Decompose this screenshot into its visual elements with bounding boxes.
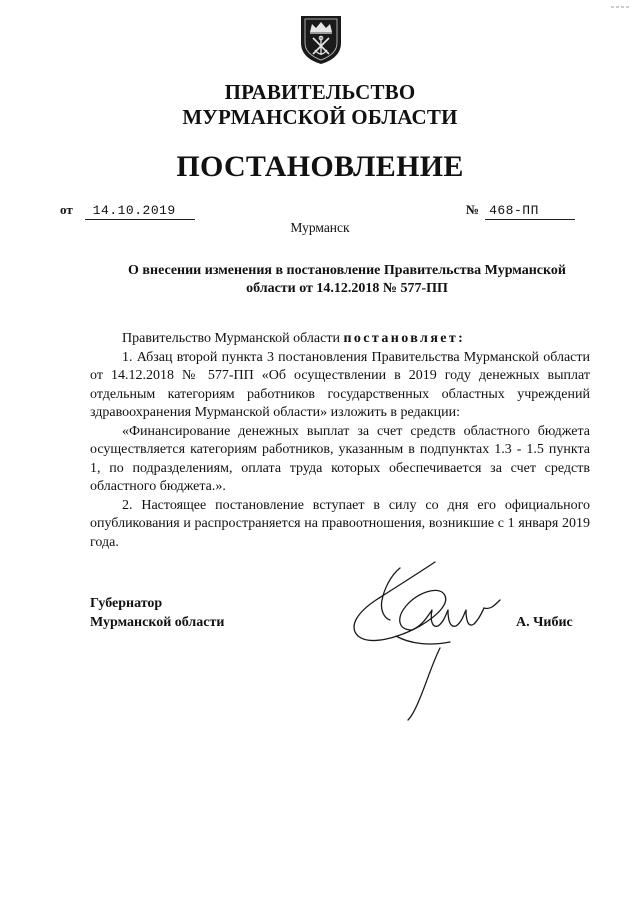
government-title (0, 80, 640, 130)
subject-line-2: области от 14.12.2018 № 577-ПП (246, 281, 448, 296)
government-title-line-2: МУРМАНСКОЙ ОБЛАСТИ (182, 105, 458, 129)
document-type-heading: ПОСТАНОВЛЕНИЕ (176, 150, 464, 183)
resolves-keyword: постановляет: (343, 331, 466, 346)
number-prefix: № (466, 202, 480, 217)
paragraph-1: 1. Абзац второй пункта 3 постановления Правительства Мурманской области от 14.12.2018 № 577-ПП «Об осуществлении в 2019 году денежных выплат отдельным категориям работников государственных областных учреждений здравоохранения Мурманской области» изложить в редакции: (90, 349, 590, 420)
city-name: Мурманск (290, 220, 350, 235)
signatory-title (90, 594, 224, 632)
intro-paragraph (90, 330, 590, 349)
document-number (466, 202, 575, 220)
document-subject (108, 262, 586, 298)
intro-text: Правительство Мурманской области (122, 331, 344, 346)
signatory-title-line-2: Мурманской области (90, 615, 225, 630)
government-title-line-1: ПРАВИТЕЛЬСТВО (224, 80, 416, 104)
coat-of-arms-icon (299, 13, 343, 65)
paragraph-2: 2. Настоящее постановление вступает в силу со дня его официального опубликования и распространяется на правоотношения, возникшие с 1 января 2019 года. (90, 497, 590, 550)
number-value: 468-ПП (485, 203, 575, 220)
subject-line-1: О внесении изменения в постановление Правительства Мурманской (128, 263, 566, 278)
document-date (60, 202, 195, 220)
handwritten-signature-icon (340, 548, 520, 723)
paragraph-quote: «Финансирование денежных выплат за счет средств областного бюджета осуществляется категориям работников, указанным в подпунктах 1.3 - 1.5 пункта 1, по подразделениям, оплата труда которых обеспечивается за счет средств областного бюджета.». (90, 423, 590, 494)
signer-name: А. Чибис (516, 615, 573, 630)
document-body (90, 330, 590, 552)
date-prefix: от (60, 202, 73, 217)
date-value: 14.10.2019 (85, 203, 195, 220)
scan-artifact-mark (610, 4, 632, 10)
signatory-title-line-1: Губернатор (90, 596, 163, 611)
